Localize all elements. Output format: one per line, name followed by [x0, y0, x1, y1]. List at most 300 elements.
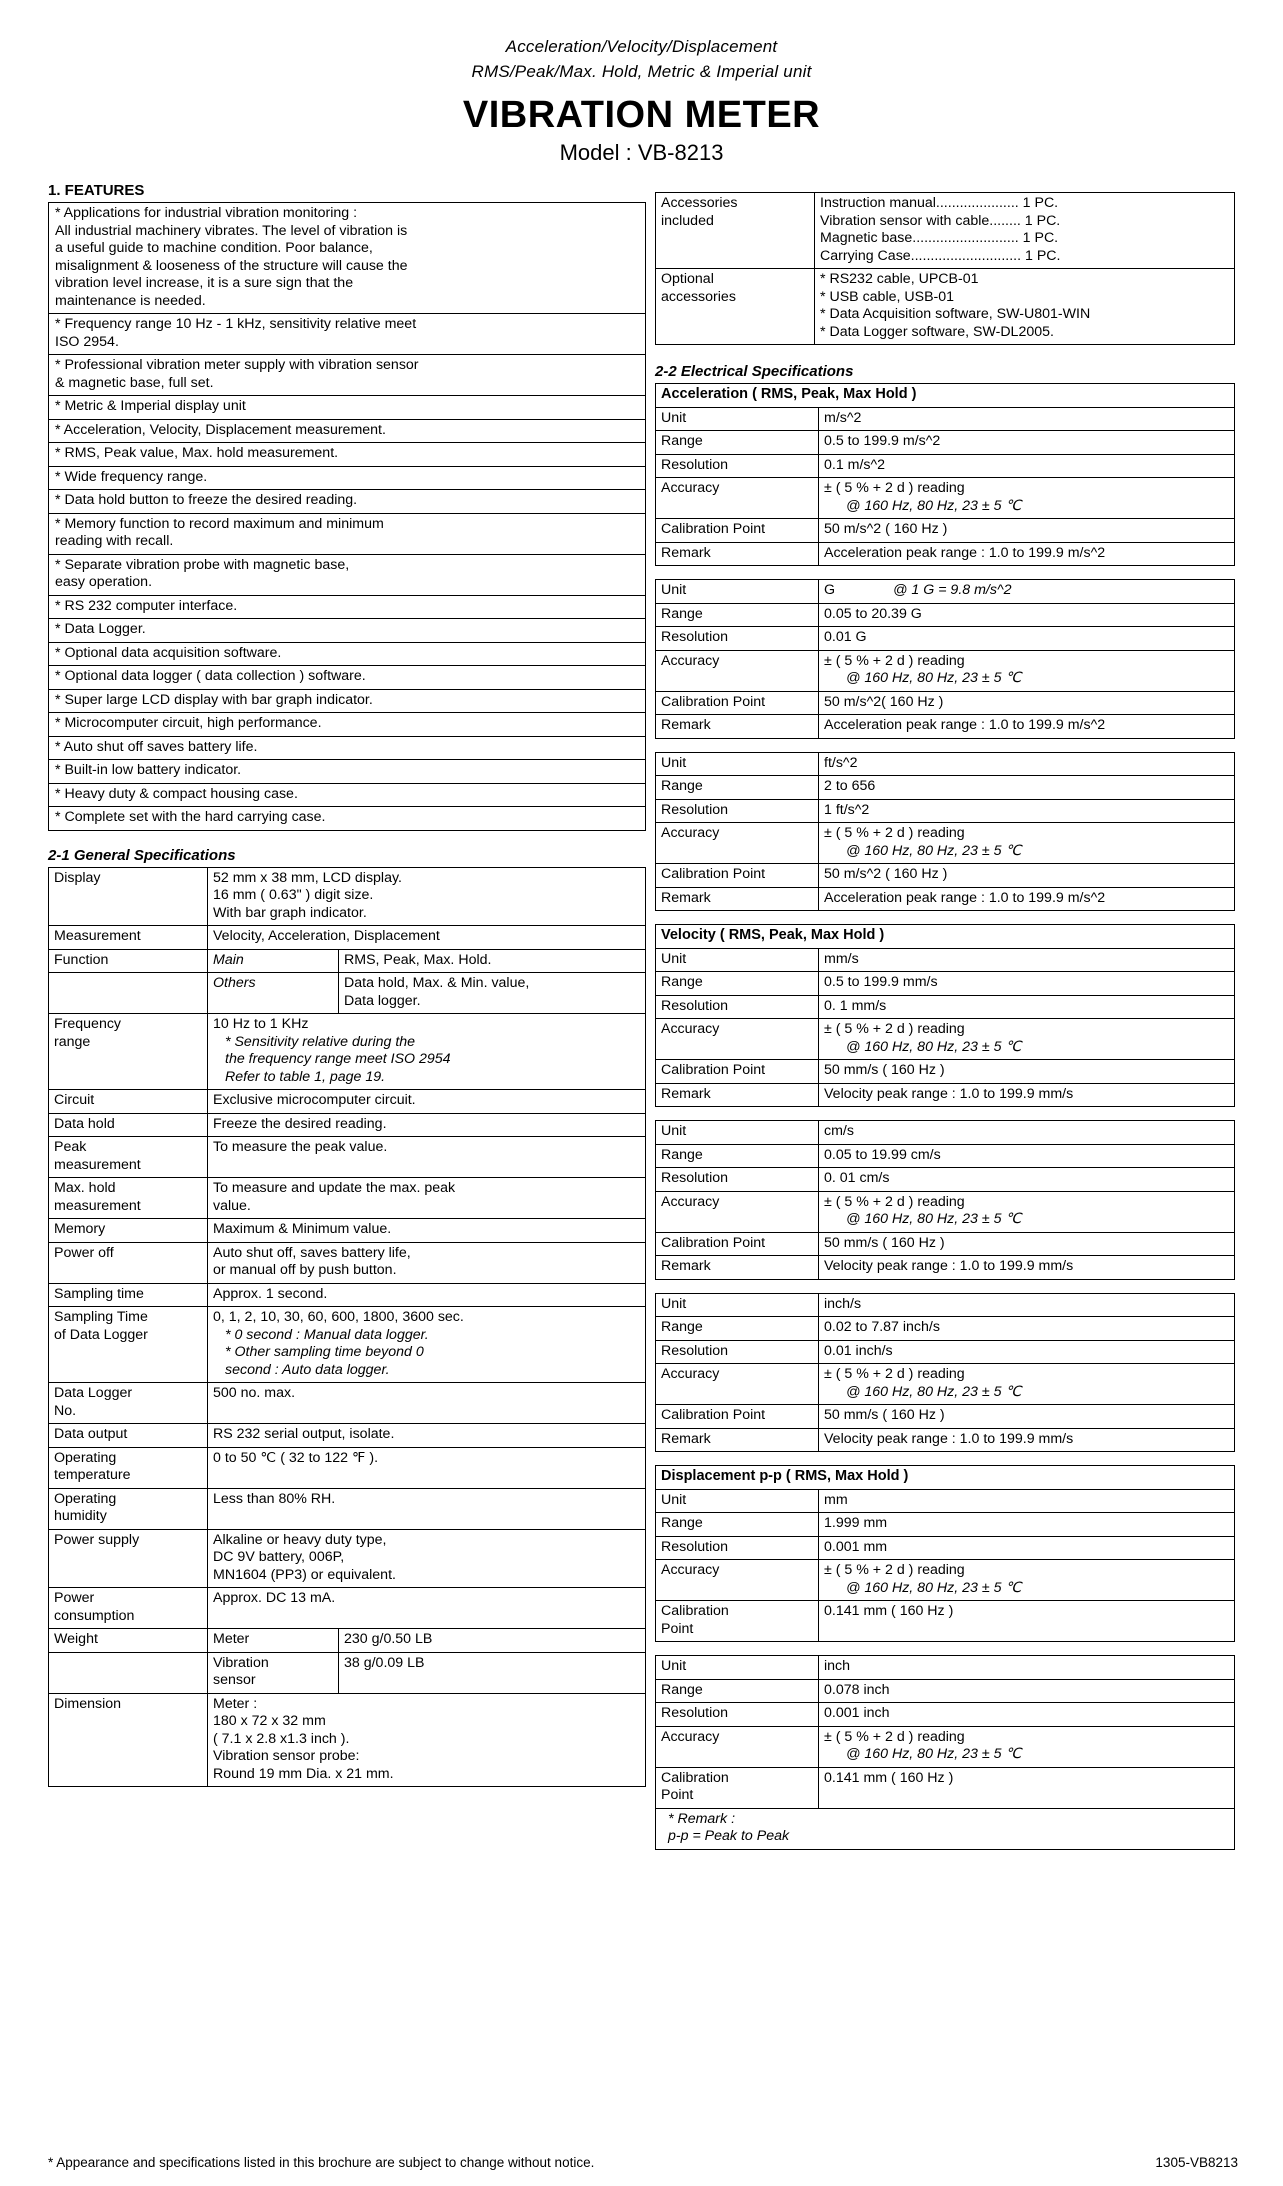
electrical-spec-row	[656, 1317, 1235, 1341]
general-spec-row	[49, 867, 646, 926]
electrical-spec-row	[656, 1703, 1235, 1727]
electrical-spec-label: Unit	[656, 580, 819, 604]
electrical-spec-value: 0.141 mm ( 160 Hz )	[819, 1601, 1235, 1642]
electrical-spec-table	[655, 1120, 1235, 1280]
general-spec-row	[49, 1090, 646, 1114]
general-specs-heading: 2-1 General Specifications	[48, 846, 236, 864]
spec-value-note: * Sensitivity relative during the the frequency range meet ISO 2954 Refer to table 1, page 19.	[225, 1033, 451, 1085]
feature-row	[49, 396, 646, 420]
general-spec-row	[49, 1588, 646, 1629]
feature-row	[49, 314, 646, 355]
electrical-spec-row	[656, 1019, 1235, 1060]
electrical-spec-row	[656, 1060, 1235, 1084]
general-specs-table	[48, 867, 646, 1788]
spec-label: Power consumption	[49, 1588, 208, 1629]
electrical-spec-label: Range	[656, 972, 819, 996]
general-spec-row	[49, 949, 646, 973]
electrical-spec-row	[656, 1428, 1235, 1452]
feature-row	[49, 355, 646, 396]
electrical-specs-blocks	[655, 383, 1235, 1850]
electrical-spec-label: Unit	[656, 1121, 819, 1145]
electrical-spec-row	[656, 1679, 1235, 1703]
feature-row	[49, 554, 646, 595]
electrical-spec-row	[656, 864, 1235, 888]
feature-text: * Auto shut off saves battery life.	[49, 736, 646, 760]
electrical-spec-value: 50 mm/s ( 160 Hz )	[819, 1405, 1235, 1429]
electrical-spec-condition: @ 160 Hz, 80 Hz, 23 ± 5 ℃	[846, 670, 1022, 686]
general-spec-row	[49, 1113, 646, 1137]
feature-row	[49, 713, 646, 737]
electrical-spec-value: Acceleration peak range : 1.0 to 199.9 m/s^2	[819, 887, 1235, 911]
footer-note: * Appearance and specifications listed in this brochure are subject to change without notice.	[48, 2155, 595, 2170]
feature-text: * Separate vibration probe with magnetic base, easy operation.	[49, 554, 646, 595]
spec-label: Weight	[49, 1629, 208, 1653]
electrical-spec-value: 0.05 to 19.99 cm/s	[819, 1144, 1235, 1168]
electrical-spec-row	[656, 1656, 1235, 1680]
electrical-block-title: Acceleration ( RMS, Peak, Max Hold )	[656, 384, 1235, 408]
electrical-spec-value: 0.5 to 199.9 m/s^2	[819, 431, 1235, 455]
electrical-spec-label: Resolution	[656, 454, 819, 478]
electrical-spec-row	[656, 519, 1235, 543]
electrical-spec-value: mm/s	[819, 948, 1235, 972]
electrical-spec-value: 50 mm/s ( 160 Hz )	[819, 1060, 1235, 1084]
feature-row	[49, 642, 646, 666]
spec-label: Data output	[49, 1424, 208, 1448]
electrical-spec-value: ± ( 5 % + 2 d ) reading @ 160 Hz, 80 Hz, 23 ± 5 ℃	[819, 1560, 1235, 1601]
electrical-spec-row	[656, 1232, 1235, 1256]
electrical-spec-row	[656, 1340, 1235, 1364]
spec-value: 52 mm x 38 mm, LCD display. 16 mm ( 0.63" ) digit size. With bar graph indicator.	[208, 867, 646, 926]
feature-row	[49, 689, 646, 713]
electrical-spec-value: cm/s	[819, 1121, 1235, 1145]
spec-value-note: * 0 second : Manual data logger. * Other sampling time beyond 0 second : Auto data logger.	[225, 1326, 429, 1378]
electrical-spec-value: Velocity peak range : 1.0 to 199.9 mm/s	[819, 1428, 1235, 1452]
features-heading: 1. FEATURES	[48, 182, 145, 199]
electrical-block-title-row	[656, 1466, 1235, 1490]
spec-value: RS 232 serial output, isolate.	[208, 1424, 646, 1448]
electrical-spec-value: m/s^2	[819, 407, 1235, 431]
electrical-spec-value: ± ( 5 % + 2 d ) reading @ 160 Hz, 80 Hz, 23 ± 5 ℃	[819, 1364, 1235, 1405]
electrical-spec-label: Range	[656, 603, 819, 627]
general-spec-row	[49, 1693, 646, 1787]
electrical-spec-label: Calibration Point	[656, 1767, 819, 1808]
electrical-spec-value: Acceleration peak range : 1.0 to 199.9 m/s^2	[819, 715, 1235, 739]
electrical-spec-label: Remark	[656, 542, 819, 566]
feature-text: * Optional data logger ( data collection ) software.	[49, 666, 646, 690]
spec-label: Sampling time	[49, 1283, 208, 1307]
electrical-spec-label: Range	[656, 1513, 819, 1537]
block-spacer	[655, 1452, 1235, 1465]
electrical-spec-label: Unit	[656, 1656, 819, 1680]
electrical-remark: * Remark : p-p = Peak to Peak	[656, 1808, 1235, 1849]
electrical-spec-label: Calibration Point	[656, 1405, 819, 1429]
electrical-spec-label: Range	[656, 1317, 819, 1341]
electrical-spec-label: Range	[656, 431, 819, 455]
feature-row	[49, 443, 646, 467]
page-footer	[48, 2155, 1238, 2170]
electrical-spec-value: 1 ft/s^2	[819, 799, 1235, 823]
electrical-spec-row	[656, 1168, 1235, 1192]
feature-row	[49, 666, 646, 690]
spec-value: Freeze the desired reading.	[208, 1113, 646, 1137]
electrical-spec-value: 0.01 inch/s	[819, 1340, 1235, 1364]
electrical-spec-label: Calibration Point	[656, 864, 819, 888]
spec-value: To measure the peak value.	[208, 1137, 646, 1178]
electrical-spec-value: ± ( 5 % + 2 d ) reading @ 160 Hz, 80 Hz, 23 ± 5 ℃	[819, 1019, 1235, 1060]
electrical-spec-value: ± ( 5 % + 2 d ) reading @ 160 Hz, 80 Hz, 23 ± 5 ℃	[819, 1726, 1235, 1767]
left-column	[48, 182, 646, 1787]
electrical-spec-row	[656, 1121, 1235, 1145]
spec-value: Alkaline or heavy duty type, DC 9V battery, 006P, MN1604 (PP3) or equivalent.	[208, 1529, 646, 1588]
electrical-spec-value: 0.01 G	[819, 627, 1235, 651]
header-subtitle-1: Acceleration/Velocity/Displacement	[505, 37, 778, 56]
electrical-spec-label: Unit	[656, 1489, 819, 1513]
electrical-spec-row	[656, 1560, 1235, 1601]
general-spec-row	[49, 973, 646, 1014]
general-spec-row	[49, 1529, 646, 1588]
electrical-spec-label: Calibration Point	[656, 1232, 819, 1256]
electrical-spec-label: Accuracy	[656, 1560, 819, 1601]
electrical-spec-row	[656, 887, 1235, 911]
electrical-spec-row	[656, 691, 1235, 715]
feature-row	[49, 203, 646, 314]
feature-text: * Heavy duty & compact housing case.	[49, 783, 646, 807]
electrical-spec-label: Accuracy	[656, 1019, 819, 1060]
feature-row	[49, 783, 646, 807]
spec-value: RMS, Peak, Max. Hold.	[339, 949, 646, 973]
general-spec-row	[49, 1629, 646, 1653]
electrical-spec-value: 1.999 mm	[819, 1513, 1235, 1537]
electrical-spec-label: Remark	[656, 1256, 819, 1280]
electrical-spec-label: Unit	[656, 752, 819, 776]
feature-text: * Professional vibration meter supply with vibration sensor & magnetic base, full set.	[49, 355, 646, 396]
electrical-spec-label: Range	[656, 776, 819, 800]
electrical-spec-row	[656, 1601, 1235, 1642]
spec-value: Data hold, Max. & Min. value, Data logger.	[339, 973, 646, 1014]
spec-value: Less than 80% RH.	[208, 1488, 646, 1529]
right-column	[655, 192, 1235, 1850]
accessory-value: Instruction manual..................... 1 PC. Vibration sensor with cable........ 1 PC. Magnetic base........................... 1 PC. Carrying Case............................ 1 PC.	[815, 193, 1235, 269]
electrical-spec-row	[656, 627, 1235, 651]
electrical-spec-value: 0.1 m/s^2	[819, 454, 1235, 478]
spec-value: Velocity, Acceleration, Displacement	[208, 926, 646, 950]
electrical-spec-row	[656, 1767, 1235, 1808]
electrical-spec-value: 0. 01 cm/s	[819, 1168, 1235, 1192]
features-table	[48, 202, 646, 831]
general-spec-row	[49, 926, 646, 950]
spec-sublabel: Meter	[208, 1629, 339, 1653]
electrical-spec-row	[656, 1144, 1235, 1168]
electrical-spec-value: Acceleration peak range : 1.0 to 199.9 m/s^2	[819, 542, 1235, 566]
electrical-spec-value: 50 m/s^2 ( 160 Hz )	[819, 864, 1235, 888]
electrical-spec-condition: @ 160 Hz, 80 Hz, 23 ± 5 ℃	[846, 1211, 1022, 1227]
spec-label: Display	[49, 867, 208, 926]
electrical-spec-condition: @ 160 Hz, 80 Hz, 23 ± 5 ℃	[846, 497, 1022, 514]
general-spec-row	[49, 1137, 646, 1178]
electrical-spec-value: 0.05 to 20.39 G	[819, 603, 1235, 627]
general-spec-row	[49, 1488, 646, 1529]
general-spec-row	[49, 1383, 646, 1424]
electrical-spec-table	[655, 1655, 1235, 1850]
electrical-spec-row	[656, 1083, 1235, 1107]
electrical-spec-row	[656, 431, 1235, 455]
electrical-spec-label: Accuracy	[656, 478, 819, 519]
electrical-spec-condition: @ 160 Hz, 80 Hz, 23 ± 5 ℃	[846, 842, 1022, 859]
electrical-spec-row	[656, 823, 1235, 864]
spec-label: Operating temperature	[49, 1447, 208, 1488]
electrical-block-title: Velocity ( RMS, Peak, Max Hold )	[656, 925, 1235, 949]
block-spacer	[655, 1642, 1235, 1655]
electrical-spec-value: 50 m/s^2 ( 160 Hz )	[819, 519, 1235, 543]
electrical-spec-value: ± ( 5 % + 2 d ) reading @ 160 Hz, 80 Hz, 23 ± 5 ℃	[819, 650, 1235, 691]
feature-text: * Super large LCD display with bar graph indicator.	[49, 689, 646, 713]
feature-row	[49, 419, 646, 443]
header-subtitle-2: RMS/Peak/Max. Hold, Metric & Imperial unit	[471, 62, 812, 81]
feature-row	[49, 807, 646, 831]
electrical-spec-value: 2 to 656	[819, 776, 1235, 800]
feature-text: * Data Logger.	[49, 619, 646, 643]
electrical-spec-label: Range	[656, 1679, 819, 1703]
spec-label: Circuit	[49, 1090, 208, 1114]
electrical-remark-row	[656, 1808, 1235, 1849]
electrical-spec-row	[656, 776, 1235, 800]
electrical-spec-value: mm	[819, 1489, 1235, 1513]
general-spec-row	[49, 1307, 646, 1383]
electrical-spec-label: Accuracy	[656, 1191, 819, 1232]
general-spec-row	[49, 1283, 646, 1307]
electrical-spec-label: Calibration Point	[656, 519, 819, 543]
electrical-spec-table	[655, 383, 1235, 566]
electrical-spec-label: Unit	[656, 948, 819, 972]
electrical-spec-value: 0.141 mm ( 160 Hz )	[819, 1767, 1235, 1808]
electrical-spec-value: inch/s	[819, 1293, 1235, 1317]
electrical-spec-row	[656, 1536, 1235, 1560]
feature-row	[49, 736, 646, 760]
spec-sublabel: Vibration sensor	[208, 1652, 339, 1693]
electrical-spec-label: Remark	[656, 1083, 819, 1107]
feature-text: * Frequency range 10 Hz - 1 kHz, sensitivity relative meet ISO 2954.	[49, 314, 646, 355]
general-spec-row	[49, 1424, 646, 1448]
block-spacer	[655, 911, 1235, 924]
electrical-spec-value: 0.02 to 7.87 inch/s	[819, 1317, 1235, 1341]
electrical-spec-condition: @ 160 Hz, 80 Hz, 23 ± 5 ℃	[846, 1383, 1022, 1400]
electrical-spec-label: Remark	[656, 715, 819, 739]
spec-value: Exclusive microcomputer circuit.	[208, 1090, 646, 1114]
accessory-row	[656, 269, 1235, 345]
spec-label: Memory	[49, 1219, 208, 1243]
feature-text: * Complete set with the hard carrying case.	[49, 807, 646, 831]
spec-label	[49, 1652, 208, 1693]
electrical-spec-row	[656, 650, 1235, 691]
electrical-spec-row	[656, 715, 1235, 739]
electrical-spec-table	[655, 579, 1235, 739]
spec-label: Frequency range	[49, 1014, 208, 1090]
electrical-spec-row	[656, 995, 1235, 1019]
spec-sublabel: Others	[208, 973, 339, 1014]
electrical-spec-value: G @ 1 G = 9.8 m/s^2	[819, 580, 1235, 604]
electrical-spec-table	[655, 752, 1235, 912]
electrical-block-title-row	[656, 925, 1235, 949]
electrical-spec-value: ± ( 5 % + 2 d ) reading @ 160 Hz, 80 Hz, 23 ± 5 ℃	[819, 478, 1235, 519]
electrical-spec-value-note: @ 1 G = 9.8 m/s^2	[893, 582, 1012, 598]
general-spec-row	[49, 1652, 646, 1693]
spec-value: 500 no. max.	[208, 1383, 646, 1424]
accessory-label: Optional accessories	[656, 269, 815, 345]
feature-text: * Memory function to record maximum and minimum reading with recall.	[49, 513, 646, 554]
feature-text: * Applications for industrial vibration monitoring : All industrial machinery vibrates. The level of vibration is a useful guide to machine condition. Poor balance, misalignment & looseness of the structure will cause the vibration level increase, it is a sure sign that the maintenance is needed.	[49, 203, 646, 314]
spec-value: To measure and update the max. peak value.	[208, 1178, 646, 1219]
electrical-spec-row	[656, 454, 1235, 478]
electrical-spec-value: inch	[819, 1656, 1235, 1680]
accessory-value: * RS232 cable, UPCB-01 * USB cable, USB-01 * Data Acquisition software, SW-U801-WIN * Data Logger software, SW-DL2005.	[815, 269, 1235, 345]
electrical-spec-row	[656, 1293, 1235, 1317]
spec-label: Data Logger No.	[49, 1383, 208, 1424]
general-spec-row	[49, 1447, 646, 1488]
spec-value: Meter : 180 x 72 x 32 mm ( 7.1 x 2.8 x1.3 inch ). Vibration sensor probe: Round 19 mm Dia. x 21 mm.	[208, 1693, 646, 1787]
general-spec-row	[49, 1242, 646, 1283]
spec-value: 38 g/0.09 LB	[339, 1652, 646, 1693]
electrical-spec-value: Velocity peak range : 1.0 to 199.9 mm/s	[819, 1256, 1235, 1280]
feature-row	[49, 490, 646, 514]
electrical-spec-label: Calibration Point	[656, 1060, 819, 1084]
electrical-block-title: Displacement p-p ( RMS, Max Hold )	[656, 1466, 1235, 1490]
electrical-spec-label: Resolution	[656, 627, 819, 651]
electrical-spec-condition: @ 160 Hz, 80 Hz, 23 ± 5 ℃	[846, 1746, 1022, 1762]
block-spacer	[655, 1107, 1235, 1120]
spec-label: Dimension	[49, 1693, 208, 1787]
feature-row	[49, 466, 646, 490]
electrical-spec-row	[656, 542, 1235, 566]
document-header	[0, 0, 1283, 166]
feature-text: * RS 232 computer interface.	[49, 595, 646, 619]
feature-text: * RMS, Peak value, Max. hold measurement.	[49, 443, 646, 467]
spec-label: Sampling Time of Data Logger	[49, 1307, 208, 1383]
electrical-spec-label: Accuracy	[656, 1364, 819, 1405]
electrical-specs-heading: 2-2 Electrical Specifications	[655, 363, 854, 380]
accessory-label: Accessories included	[656, 193, 815, 269]
electrical-spec-row	[656, 1513, 1235, 1537]
electrical-spec-label: Range	[656, 1144, 819, 1168]
feature-text: * Built-in low battery indicator.	[49, 760, 646, 784]
electrical-spec-row	[656, 1405, 1235, 1429]
feature-text: * Wide frequency range.	[49, 466, 646, 490]
electrical-spec-label: Unit	[656, 407, 819, 431]
feature-text: * Acceleration, Velocity, Displacement measurement.	[49, 419, 646, 443]
block-spacer	[655, 739, 1235, 752]
spec-label: Max. hold measurement	[49, 1178, 208, 1219]
electrical-spec-value: Velocity peak range : 1.0 to 199.9 mm/s	[819, 1083, 1235, 1107]
feature-row	[49, 513, 646, 554]
electrical-spec-value: 0.5 to 199.9 mm/s	[819, 972, 1235, 996]
accessory-row	[656, 193, 1235, 269]
electrical-spec-label: Resolution	[656, 1703, 819, 1727]
general-spec-row	[49, 1178, 646, 1219]
feature-text: * Microcomputer circuit, high performance.	[49, 713, 646, 737]
feature-text: * Optional data acquisition software.	[49, 642, 646, 666]
electrical-spec-value: 0.001 mm	[819, 1536, 1235, 1560]
electrical-spec-row	[656, 1191, 1235, 1232]
electrical-spec-condition: @ 160 Hz, 80 Hz, 23 ± 5 ℃	[846, 1038, 1022, 1055]
electrical-spec-label: Unit	[656, 1293, 819, 1317]
feature-text: * Data hold button to freeze the desired reading.	[49, 490, 646, 514]
model-number: Model : VB-8213	[559, 140, 724, 165]
electrical-spec-row	[656, 972, 1235, 996]
spec-label: Peak measurement	[49, 1137, 208, 1178]
spec-value: 0 to 50 ℃ ( 32 to 122 ℉ ).	[208, 1447, 646, 1488]
electrical-spec-row	[656, 478, 1235, 519]
electrical-spec-table	[655, 924, 1235, 1107]
feature-text: * Metric & Imperial display unit	[49, 396, 646, 420]
electrical-spec-row	[656, 1489, 1235, 1513]
electrical-spec-label: Resolution	[656, 1168, 819, 1192]
electrical-spec-label: Resolution	[656, 995, 819, 1019]
electrical-spec-value: ± ( 5 % + 2 d ) reading @ 160 Hz, 80 Hz, 23 ± 5 ℃	[819, 823, 1235, 864]
electrical-spec-value: 50 mm/s ( 160 Hz )	[819, 1232, 1235, 1256]
electrical-spec-table	[655, 1293, 1235, 1453]
spec-label: Power supply	[49, 1529, 208, 1588]
document-code: 1305-VB8213	[1155, 2155, 1238, 2170]
spec-label: Measurement	[49, 926, 208, 950]
block-spacer	[655, 566, 1235, 579]
accessories-table	[655, 192, 1235, 345]
spec-value: 230 g/0.50 LB	[339, 1629, 646, 1653]
electrical-block-title-row	[656, 384, 1235, 408]
page-title: VIBRATION METER	[462, 94, 821, 136]
spec-sublabel: Main	[208, 949, 339, 973]
feature-row	[49, 595, 646, 619]
spec-label: Operating humidity	[49, 1488, 208, 1529]
electrical-spec-label: Resolution	[656, 799, 819, 823]
electrical-spec-table	[655, 1465, 1235, 1642]
electrical-spec-value: 0. 1 mm/s	[819, 995, 1235, 1019]
electrical-spec-value: ft/s^2	[819, 752, 1235, 776]
electrical-spec-label: Resolution	[656, 1340, 819, 1364]
spec-value: Approx. 1 second.	[208, 1283, 646, 1307]
electrical-spec-row	[656, 1364, 1235, 1405]
feature-row	[49, 760, 646, 784]
spec-value: 0, 1, 2, 10, 30, 60, 600, 1800, 3600 sec. * 0 second : Manual data logger. * Other sampling time beyond 0 second : Auto data logger.	[208, 1307, 646, 1383]
electrical-spec-row	[656, 799, 1235, 823]
electrical-spec-row	[656, 1256, 1235, 1280]
electrical-spec-condition: @ 160 Hz, 80 Hz, 23 ± 5 ℃	[846, 1579, 1022, 1596]
spec-value: Approx. DC 13 mA.	[208, 1588, 646, 1629]
electrical-spec-label: Remark	[656, 1428, 819, 1452]
spec-label: Power off	[49, 1242, 208, 1283]
electrical-spec-row	[656, 603, 1235, 627]
spec-label	[49, 973, 208, 1014]
electrical-spec-label: Accuracy	[656, 650, 819, 691]
electrical-spec-value: 0.001 inch	[819, 1703, 1235, 1727]
electrical-spec-row	[656, 948, 1235, 972]
spec-label: Data hold	[49, 1113, 208, 1137]
electrical-spec-row	[656, 407, 1235, 431]
electrical-spec-row	[656, 752, 1235, 776]
electrical-spec-label: Calibration Point	[656, 691, 819, 715]
electrical-spec-label: Remark	[656, 887, 819, 911]
spec-value: Maximum & Minimum value.	[208, 1219, 646, 1243]
spec-value: Auto shut off, saves battery life, or manual off by push button.	[208, 1242, 646, 1283]
electrical-spec-row	[656, 1726, 1235, 1767]
electrical-spec-label: Resolution	[656, 1536, 819, 1560]
feature-row	[49, 619, 646, 643]
electrical-spec-value: ± ( 5 % + 2 d ) reading @ 160 Hz, 80 Hz, 23 ± 5 ℃	[819, 1191, 1235, 1232]
block-spacer	[655, 1280, 1235, 1293]
electrical-spec-label: Accuracy	[656, 823, 819, 864]
electrical-spec-value: 50 m/s^2( 160 Hz )	[819, 691, 1235, 715]
electrical-spec-value: 0.078 inch	[819, 1679, 1235, 1703]
electrical-spec-label: Calibration Point	[656, 1601, 819, 1642]
spec-label: Function	[49, 949, 208, 973]
